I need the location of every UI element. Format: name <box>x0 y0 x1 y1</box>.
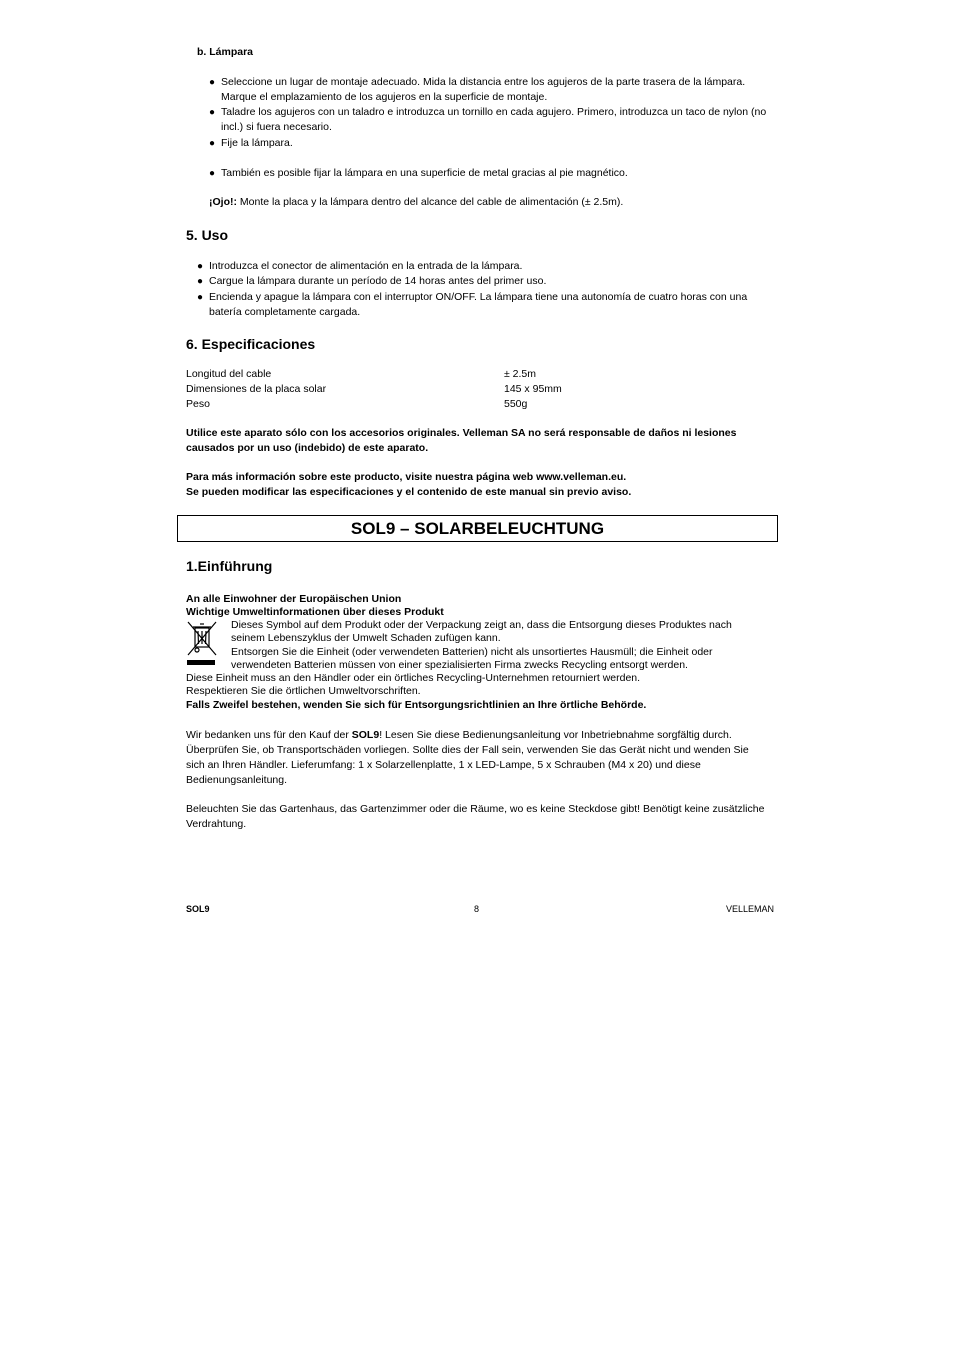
footer-brand: VELLEMAN <box>726 904 775 914</box>
bullet-icon: ● <box>209 138 216 149</box>
recycling-instructions: Diese Einheit muss an den Händler oder ein örtliches Recycling-Unternehmen retourniert werden. Respektieren Sie die örtlichen Umweltvorschriften. Falls Zweifel bestehen, wenden Sie sich für Entsorgungsrichtlinien an Ihre örtliche Behörde. <box>186 672 647 711</box>
footer-model: SOL9 <box>186 904 210 914</box>
eu-notice-heading: An alle Einwohner der Europäischen Union Wichtige Umweltinformationen über dieses Produkt <box>186 593 444 618</box>
bullet-icon: ● <box>197 276 204 287</box>
accessories-warning: Utilice este aparato sólo con los accesorios originales. Velleman SA no será responsable de daños ni lesiones causados por un uso (indebido) de este aparato. <box>186 427 737 454</box>
subsection-heading-lampara: b. Lámpara <box>197 46 254 58</box>
bullet-icon: ● <box>197 292 204 303</box>
spec-row: Dimensiones de la placa solar 145 x 95mm <box>186 383 562 395</box>
section-heading-einfuehrung: 1.Einführung <box>186 558 273 574</box>
more-info-text: Para más información sobre este producto, visite nuestra página web www.velleman.eu. Se pueden modificar las especificaciones y el contenido de este manual sin previo aviso. <box>186 471 632 498</box>
mounting-note: ¡Ojo!: Monte la placa y la lámpara dentro del alcance del cable de alimentación (± 2.5m). <box>209 196 624 208</box>
weee-description: Dieses Symbol auf dem Produkt oder der Verpackung zeigt an, dass die Entsorgung dieses Produktes nach seinem Lebenszyklus der Umwelt Schaden zufügen kann. Entsorgen Sie die Einheit (oder verwendeten Batterien) nicht als unsortiertes Hausmüll; die Einheit oder verwendeten Batterien müssen von einer spezialisierten Firma zwecks Recycling entsorgt werden. <box>231 619 732 671</box>
usage-paragraph: Beleuchten Sie das Gartenhaus, das Gartenzimmer oder die Räume, wo es keine Steckdose gibt! Benötigt keine zusätzliche Verdrahtung. <box>186 803 765 830</box>
thanks-paragraph: Wir bedanken uns für den Kauf der SOL9! Lesen Sie diese Bedienungsanleitung vor Inbetriebnahme sorgfältig durch. Überprüfen Sie, ob Transportschäden vorliegen. Sollte dies der Fall sein, verwenden Sie das Gerät nicht und wenden Sie sich an Ihren Händler. Lieferumfang: 1 x Solarzellenplatte, 1 x LED-Lampe, 5 x Schrauben (M4 x 20) und diese Bedienungsanleitung. <box>186 729 749 786</box>
page-number: 8 <box>474 904 480 914</box>
spec-row: Peso 550g <box>186 398 528 410</box>
bullet-icon: ● <box>197 261 204 272</box>
section-title-box: SOL9 – SOLARBELEUCHTUNG <box>177 515 778 542</box>
bullet-icon: ● <box>209 77 216 88</box>
crossed-out-wheelie-bin-icon <box>186 619 218 667</box>
spec-row: Longitud del cable ± 2.5m <box>186 368 537 380</box>
section-heading-uso: 5. Uso <box>186 227 229 243</box>
section-heading-especificaciones: 6. Especificaciones <box>186 336 316 352</box>
bullet-icon: ● <box>209 168 216 179</box>
bullet-icon: ● <box>209 107 216 118</box>
